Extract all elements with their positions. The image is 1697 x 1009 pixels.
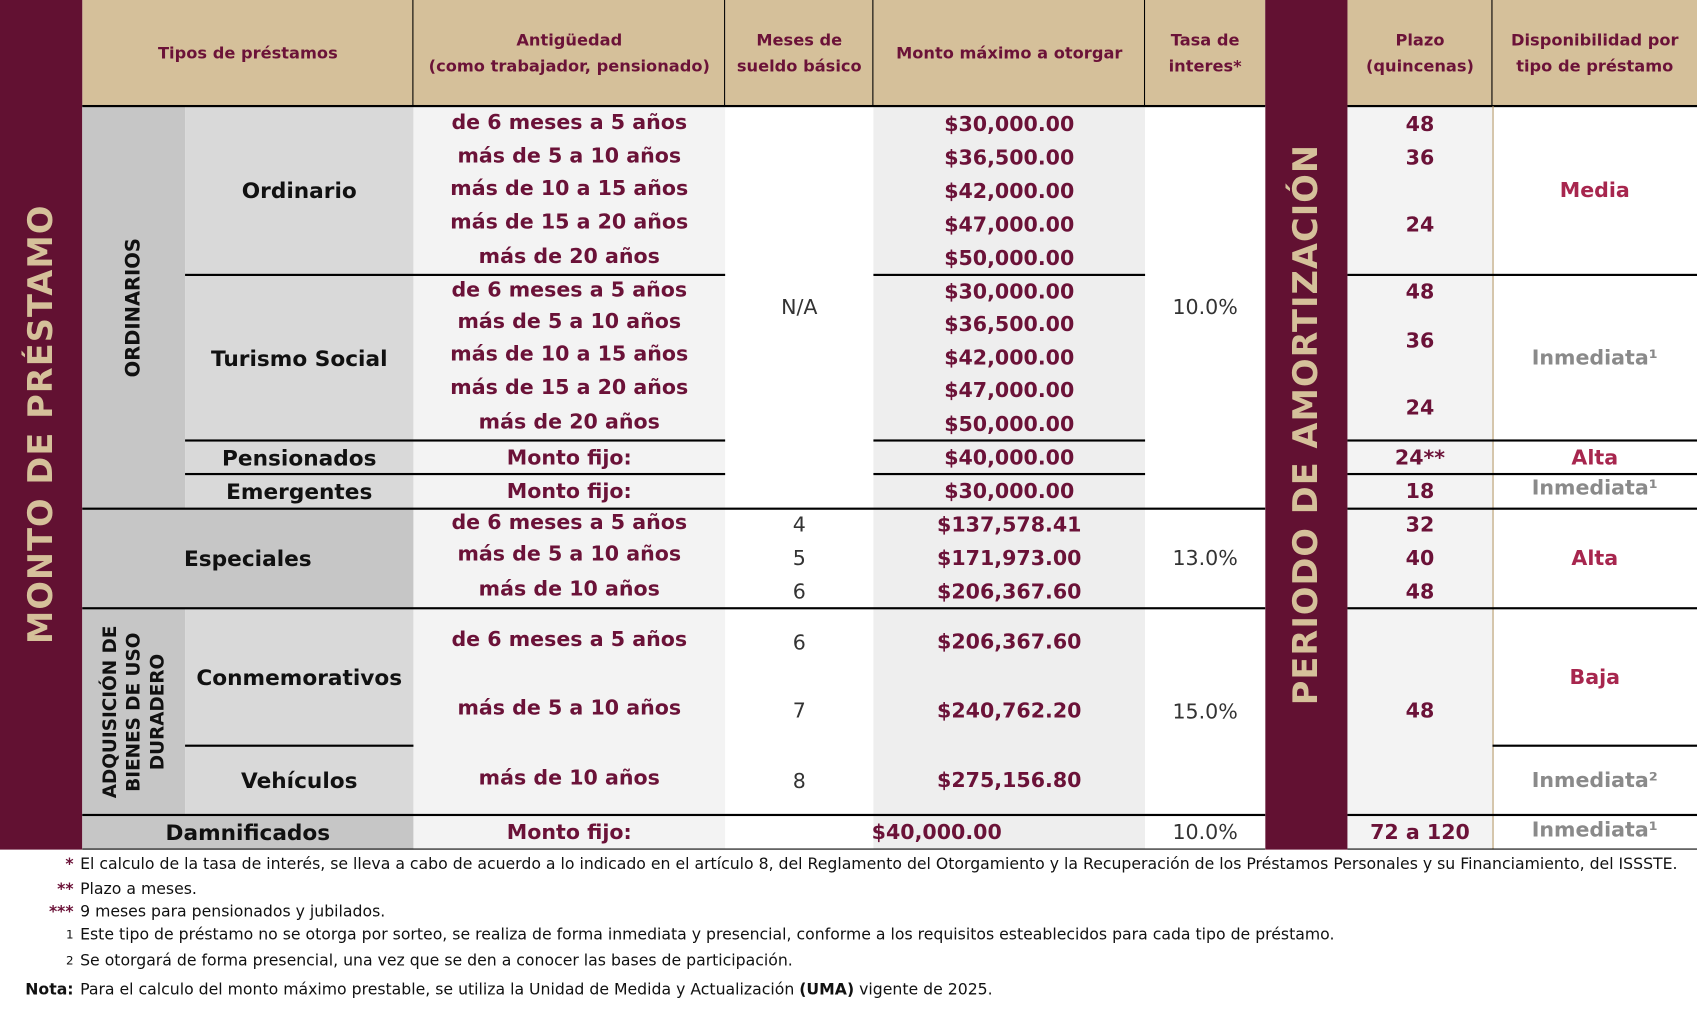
nota-text-bold: (UMA) [799,981,855,999]
line-conmemorativos-vehiculos-disp [1492,745,1697,747]
ant-esp-3: más de 10 años [478,576,660,601]
header-monto-text: Monto máximo a otorgar [896,43,1123,63]
header-bottom-line-right [1347,105,1697,107]
disp-damnificados: Inmediata¹ [1531,818,1658,843]
ant-ord-4: más de 15 a 20 años [450,209,689,234]
line-ordinarios-especiales-right [1347,508,1697,510]
ordinarios-label: ORDINARIOS [122,237,146,377]
header-plazo-line2: (quincenas) [1365,56,1474,76]
table-bottom-line [82,849,1265,850]
plazo-tur-3: 24 [1405,395,1435,420]
vehiculos-cell [185,746,413,815]
monto-pensionados: $40,000.00 [944,445,1075,470]
line-pensionados-emergentes [185,473,725,475]
nota-text-before: Para el calculo del monto máximo prestable, se utiliza la Unidad de Medida y Actualización [80,981,795,999]
line-ordinarios-especiales [82,508,1265,510]
turismo-cell [185,275,413,441]
adquisicion-group [82,608,185,815]
header-tasa-line2: interes* [1168,56,1242,76]
ant-emergentes: Monto fijo: [506,479,632,504]
vehiculos-label: Vehículos [240,767,358,794]
ant-damnificados: Monto fijo: [506,820,632,845]
plazo-duraderos: 48 [1405,699,1435,723]
header-plazo-line1: Plazo [1395,30,1445,50]
tasa-ordinarios: 10.0% [1172,295,1238,320]
meses-esp-3: 6 [792,579,806,604]
header-sep-3 [872,0,873,106]
header-meses [725,0,873,106]
tasa-damnificados: 10.0% [1172,820,1238,845]
damnificados-cell [82,815,413,850]
footnote-3-text: 9 meses para pensionados y jubilados. [80,903,386,922]
footnote-1-text: El calculo de la tasa de interés, se lleva a cabo de acuerdo a lo indicado en el artículo 8, del Reglamento del Otorgamiento y la Recuperación de los Préstamos Personales y su Financiamiento, del ISSSTE. [80,856,1678,874]
tasa-duraderos: 15.0% [1172,699,1238,724]
monto-conm-1: $206,367.60 [937,629,1082,654]
ant-tur-5: más de 20 años [478,410,660,435]
footnote-2 [0,880,197,899]
monto-esp-3: $206,367.60 [937,579,1082,604]
disp-especiales: Alta [1571,546,1619,571]
pensionados-label: Pensionados [222,444,377,471]
ant-tur-4: más de 15 a 20 años [450,375,689,399]
nota-label: Nota: [25,981,74,999]
plazo-ord-3: 24 [1405,212,1435,237]
disp-ordinario: Media [1559,178,1630,203]
ant-esp-1: de 6 meses a 5 años [451,510,688,535]
ordinario-cell [185,106,413,275]
disp-column-line [1492,106,1493,850]
footnote-4-mark-text: 1 [66,927,74,942]
header-disp-line1: Disponibilidad por [1510,30,1679,50]
monto-ord-5: $50,000.00 [944,246,1075,271]
meses-conm-2: 7 [792,699,806,723]
footnote-5-text: Se otorgará de forma presencial, una vez que se den a conocer las bases de participación. [80,952,793,970]
ant-ord-2: más de 5 a 10 años [457,143,682,168]
monto-conm-2: $240,762.20 [937,699,1082,723]
footnote-5-mark [0,951,80,970]
ant-tur-3: más de 10 a 15 años [450,342,689,366]
footnote-2-text: Plazo a meses. [80,880,197,899]
monto-tur-3: $42,000.00 [944,345,1075,370]
ant-vehiculos: más de 10 años [478,766,660,791]
especiales-label: Especiales [183,545,312,572]
adquisicion-line1: ADQUISICIÓN DE [99,625,121,798]
adquisicion-line2: BIENES DE USO [122,632,145,792]
monto-tur-1: $30,000.00 [944,279,1075,304]
header-sep-2 [724,0,725,106]
footnote-5 [0,951,793,970]
plazo-esp-1: 32 [1405,513,1435,537]
disp-vehiculos: Inmediata² [1531,768,1658,793]
line-especiales-duraderos [82,607,1265,609]
line-ordinario-turismo [185,274,725,276]
line-conmemorativos-vehiculos [185,745,413,747]
header-plazo [1347,0,1492,106]
monto-esp-2: $171,973.00 [937,546,1082,570]
monto-vehiculos: $275,156.80 [937,768,1082,793]
footnote-4 [0,925,1334,944]
ant-tur-1: de 6 meses a 5 años [451,277,688,302]
line-turismo-pensionados-monto [873,439,1145,441]
header-meses-line2: sueldo básico [736,56,862,76]
line-especiales-duraderos-right [1347,607,1697,609]
plazo-ord-2: 36 [1405,145,1435,170]
adquisicion-label [98,625,169,798]
disp-turismo: Inmediata¹ [1531,345,1658,370]
footnote-1 [0,855,1678,874]
header-sep-1 [412,0,413,106]
plazo-esp-3: 48 [1405,579,1435,604]
ant-conm-1: de 6 meses a 5 años [451,627,688,652]
meses-na: N/A [781,295,818,320]
header-tasa-line1: Tasa de [1170,30,1240,50]
header-disponibilidad [1492,0,1697,106]
ant-ord-3: más de 10 a 15 años [450,176,689,201]
header-antiguedad [413,0,725,106]
conmemorativos-label: Conmemorativos [196,663,403,690]
header-sep-5 [1491,0,1492,106]
ordinarios-group [82,106,185,509]
line-ordinario-turismo-monto [873,274,1145,276]
monto-ord-4: $47,000.00 [944,212,1075,237]
header-disp-line2: tipo de préstamo [1516,56,1674,76]
footnote-3-mark: *** [48,903,74,922]
ant-ord-5: más de 20 años [478,244,660,269]
ant-pensionados: Monto fijo: [506,445,632,470]
periodo-amortizacion-bar [1265,0,1347,850]
header-antiguedad-line2: (como trabajador, pensionado) [428,56,710,76]
damnificados-label: Damnificados [165,819,331,846]
especiales-cell [82,509,413,609]
line-turismo-pensionados [185,439,725,441]
header-tipos [82,0,413,106]
table-bottom-line-right [1347,849,1697,850]
ant-conm-2: más de 5 a 10 años [457,695,682,720]
plazo-pensionados: 24** [1394,445,1446,470]
monto-ord-2: $36,500.00 [944,145,1075,170]
footnote-3 [0,903,385,922]
conmemorativos-cell [185,608,413,745]
ant-ord-1: de 6 meses a 5 años [451,110,688,135]
line-duraderos-damnificados-right [1347,814,1697,816]
monto-damnificados: $40,000.00 [871,820,1002,845]
turismo-label: Turismo Social [211,344,388,371]
periodo-amortizacion-label: PERIODO DE AMORTIZACIÓN [1286,144,1326,706]
disp-conmemorativos: Baja [1569,665,1621,689]
footnote-4-mark [0,925,80,944]
adquisicion-line3: DURADERO [146,653,169,770]
meses-conm-1: 6 [792,630,806,655]
disp-emergentes: Inmediata¹ [1531,476,1658,501]
plazo-ord-1: 48 [1405,112,1435,136]
monto-prestamo-label: MONTO DE PRÉSTAMO [21,204,61,645]
header-sep-4 [1144,0,1145,106]
monto-tur-2: $36,500.00 [944,312,1075,337]
monto-emergentes: $30,000.00 [944,479,1075,504]
tasa-especiales: 13.0% [1172,546,1238,571]
monto-esp-1: $137,578.41 [937,513,1082,537]
monto-prestamo-bar [0,0,82,850]
meses-vehiculos: 8 [792,769,806,794]
ant-tur-2: más de 5 a 10 años [457,308,682,333]
monto-tur-4: $47,000.00 [944,378,1075,403]
monto-ord-3: $42,000.00 [944,179,1075,203]
meses-esp-1: 4 [792,513,806,537]
header-monto [873,0,1145,106]
line-ordinario-turismo-plazo [1347,274,1697,276]
plazo-damnificados: 72 a 120 [1370,820,1470,845]
line-pensionados-emergentes-monto [873,473,1145,475]
monto-tur-5: $50,000.00 [944,411,1075,436]
ordinario-label: Ordinario [241,177,357,204]
footnote-1-mark: * [65,856,74,874]
plazo-emergentes: 18 [1405,479,1435,504]
line-turismo-pensionados-plazo [1347,439,1697,441]
header-bottom-line [82,105,1265,107]
ant-esp-2: más de 5 a 10 años [457,542,682,567]
footnote-4-text: Este tipo de préstamo no se otorga por sorteo, se realiza de forma inmediata y presencial, conforme a los requisitos esteablecidos para cada tipo de préstamo. [80,926,1335,944]
header-tasa [1145,0,1265,106]
header-tipos-text: Tipos de préstamos [157,43,338,63]
line-duraderos-damnificados [82,814,1265,816]
plazo-tur-1: 48 [1405,279,1435,304]
emergentes-label: Emergentes [226,478,373,505]
footnote-2-mark: ** [57,880,74,899]
plazo-esp-2: 40 [1405,546,1435,570]
line-pensionados-emergentes-plazo [1347,473,1697,475]
monto-ord-1: $30,000.00 [944,112,1075,136]
footnote-5-mark-text: 2 [66,953,74,968]
nota [0,981,993,1000]
disp-pensionados: Alta [1571,445,1619,470]
header-antiguedad-line1: Antigüedad [516,30,623,50]
pensionados-cell [185,440,413,474]
emergentes-cell [185,474,413,509]
meses-esp-2: 5 [792,546,806,570]
header-meses-line1: Meses de [756,30,843,50]
plazo-tur-2: 36 [1405,328,1435,353]
nota-text-after: vigente de 2025. [859,981,993,999]
